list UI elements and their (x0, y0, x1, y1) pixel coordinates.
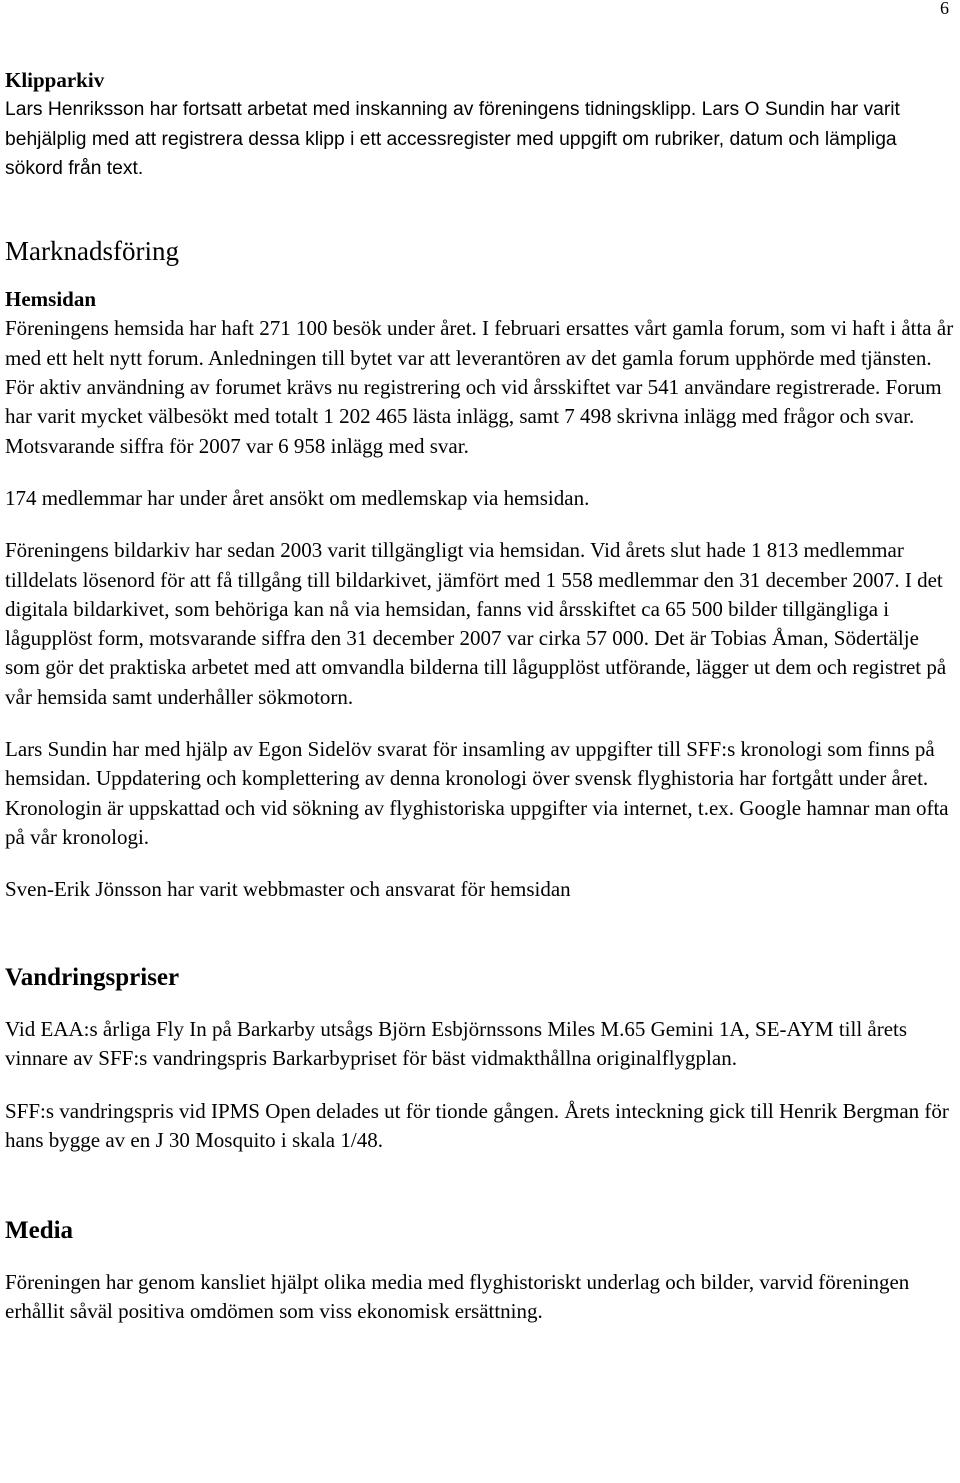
hemsidan-paragraph-3: Föreningens bildarkiv har sedan 2003 varit tillgängligt via hemsidan. Vid årets slut hade 1 813 medlemmar tilldelats lösenord för att få tillgång till bildarkivet, jämfört med 1 558 medlemmar den 31 december 2007. I det digitala bildarkivet, som behöriga kan nå via hemsidan, fanns vid årsskiftet ca 65 500 bilder tillgängliga i lågupplöst form, motsvarande siffra den 31 december 2007 var cirka 57 000. Det är Tobias Åman, Södertälje som gör det praktiska arbetet med att omvandla bilderna till lågupplöst utförande, lägger ut dem och registret på vår hemsida samt underhåller sökmotorn. (5, 538, 947, 709)
hemsidan-paragraph-5: Sven-Erik Jönsson har varit webbmaster och ansvarat för hemsidan (5, 877, 571, 902)
hemsidan-paragraph-2: 174 medlemmar har under året ansökt om medlemskap via hemsidan. (5, 485, 590, 510)
vandringspriser-heading: Vandringspriser (5, 963, 180, 991)
media-heading: Media (5, 1216, 74, 1244)
section-vandringspriser (5, 962, 955, 1156)
klipparkiv-text: Lars Henriksson har fortsatt arbetat med inskanning av föreningens tidningsklipp. Lars O Sundin har varit behjälplig med att registrera dessa klipp i ett accessregister med uppgift om rubriker, datum och lämpliga sökord från text. (5, 99, 900, 179)
hemsidan-paragraph-4: Lars Sundin har med hjälp av Egon Sidelöv svarat för insamling av uppgifter till SFF:s kronologi som finns på hemsidan. Uppdatering och komplettering av denna kronologi över svensk flyghistoria har fortgått under året. Kronologin är uppskattad och vid sökning av flyghistoriska uppgifter via internet, t.ex. Google hamnar man ofta på vår kronologi. (5, 737, 949, 849)
media-paragraph-1: Föreningen har genom kansliet hjälpt olika media med flyghistoriskt underlag och bilder, varvid föreningen erhållit såväl positiva omdömen som viss ekonomisk ersättning. (5, 1269, 910, 1324)
section-klipparkiv (5, 66, 955, 183)
marknadsforing-heading: Marknadsföring (5, 236, 179, 267)
klipparkiv-heading: Klipparkiv (5, 68, 105, 92)
document-body (5, 66, 955, 1326)
vandringspriser-paragraph-1: Vid EAA:s årliga Fly In på Barkarby utsågs Björn Esbjörnssons Miles M.65 Gemini 1A, SE-AYM till årets vinnare av SFF:s vandringspris Barkarbypriset för bäst vidmakthållna originalflygplan. (5, 1016, 908, 1070)
page-number: 6 (940, 0, 949, 18)
vandringspriser-paragraph-2: SFF:s vandringspris vid IPMS Open delades ut för tionde gången. Årets inteckning gick till Henrik Bergman för hans bygge av en J 30 Mosquito i skala 1/48. (5, 1099, 949, 1153)
section-media (5, 1215, 955, 1327)
hemsidan-paragraph-1: Föreningens hemsida har haft 271 100 besök under året. I februari ersattes vårt gamla forum, som vi haft i åtta år med ett helt nytt forum. Anledningen till bytet var att leverantören av det gamla forum upphörde med tjänsten. För aktiv användning av forumet krävs nu registrering och vid årsskiftet var 541 användare registrerade. Forum har varit mycket välbesökt med totalt 1 202 465 lästa inlägg, samt 7 498 skrivna inlägg med frågor och svar. Motsvarande siffra för 2007 var 6 958 inlägg med svar. (5, 316, 954, 458)
hemsidan-heading: Hemsidan (5, 287, 97, 312)
section-marknadsforing (5, 235, 955, 904)
